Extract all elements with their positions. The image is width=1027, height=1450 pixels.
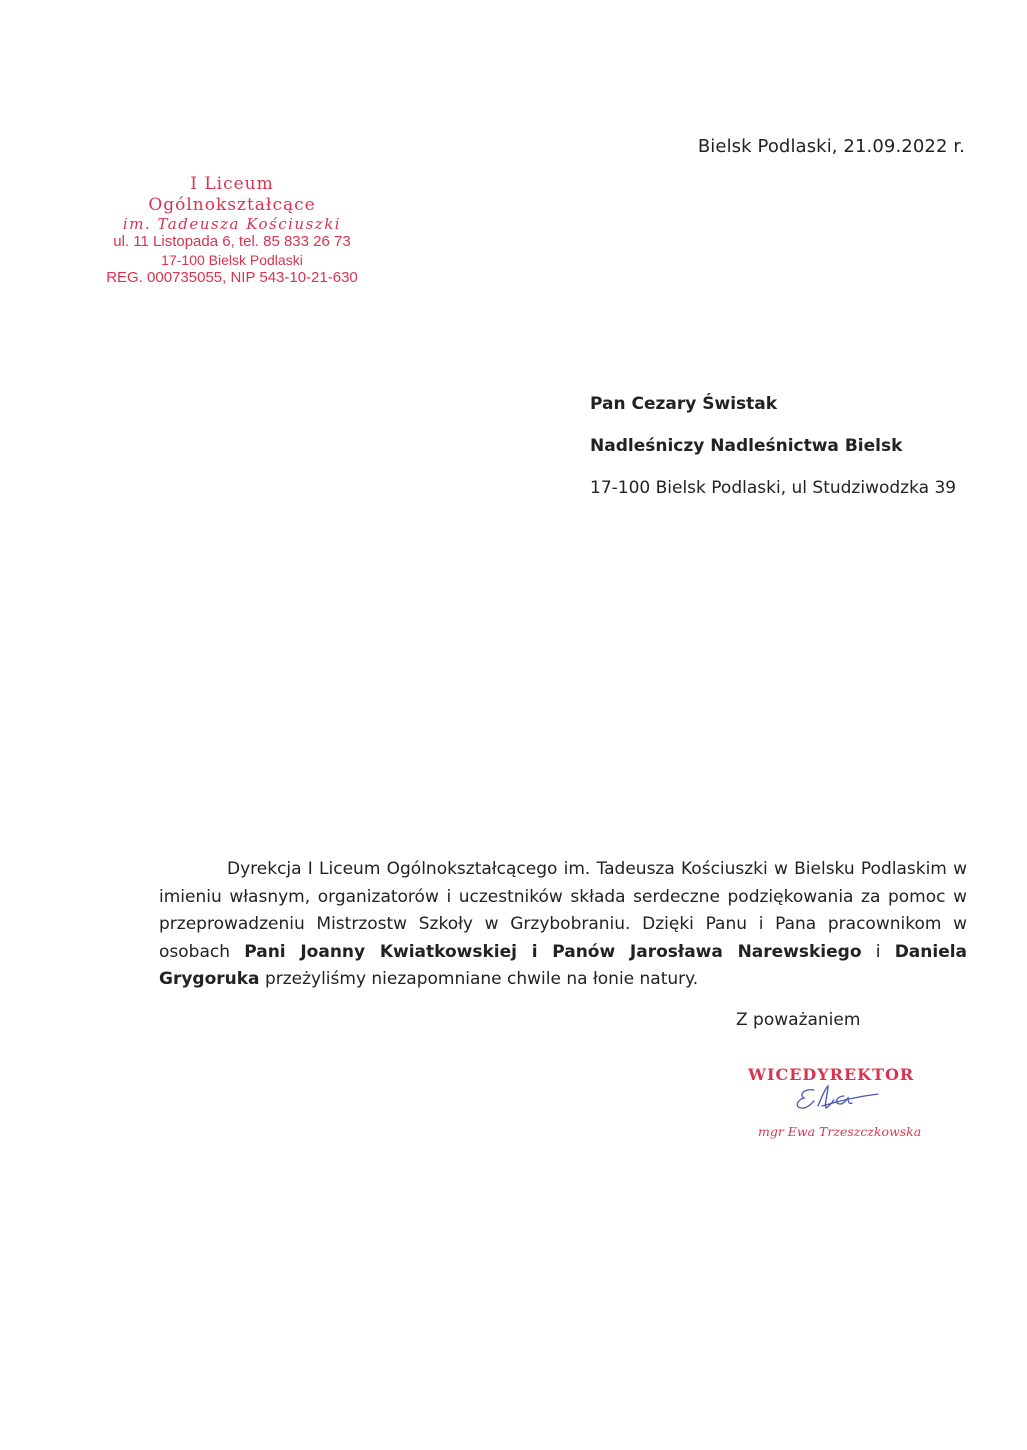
body-connector: i <box>875 941 881 962</box>
letter-body <box>159 856 967 994</box>
body-names-bold: Pani Joanny Kwiatkowskiej i Panów Jarosława Narewskiego <box>244 941 862 962</box>
signer-name: mgr Ewa Trzeszczkowska <box>758 1124 922 1139</box>
stamp-school-patron: im. Tadeusza Kościuszki <box>122 215 342 233</box>
body-name-last-bold: Daniela Grygoruka <box>159 941 968 989</box>
letter-date: Bielsk Podlaski, 21.09.2022 r. <box>697 136 965 157</box>
recipient-title: Nadleśniczy Nadleśnictwa Bielsk <box>590 436 903 456</box>
body-paragraph-text: Dyrekcja I Liceum Ogólnokształcącego im. Tadeusza Kościuszki w Bielsku Podlaskim w imieniu własnym, organizatorów i uczestników składa serdeczne podziękowania za pomoc w przeprowadzeniu Mistrzostw Szkoły w Grzybobraniu. Dzięki Panu i Pana pracownikom w osobach <box>159 859 967 962</box>
recipient-name: Pan Cezary Świstak <box>590 394 778 414</box>
body-paragraph-end: przeżyliśmy niezapomniane chwile na łonie natury. <box>264 969 699 989</box>
school-stamp <box>106 174 358 287</box>
recipient-address: 17-100 Bielsk Podlaski, ul Studziwodzka 39 <box>590 478 957 498</box>
handwritten-signature <box>792 1082 882 1116</box>
recipient-block <box>590 391 956 517</box>
stamp-city: 17-100 Bielsk Podlaski <box>161 252 303 268</box>
vice-director-stamp: WICEDYREKTOR <box>748 1065 915 1084</box>
closing-salutation: Z poważaniem <box>736 1010 861 1030</box>
stamp-address: ul. 11 Listopada 6, tel. 85 833 26 73 <box>113 233 351 250</box>
stamp-registration: REG. 000735055, NIP 543-10-21-630 <box>106 269 358 286</box>
stamp-school-name: I Liceum Ogólnokształcące <box>148 174 316 215</box>
